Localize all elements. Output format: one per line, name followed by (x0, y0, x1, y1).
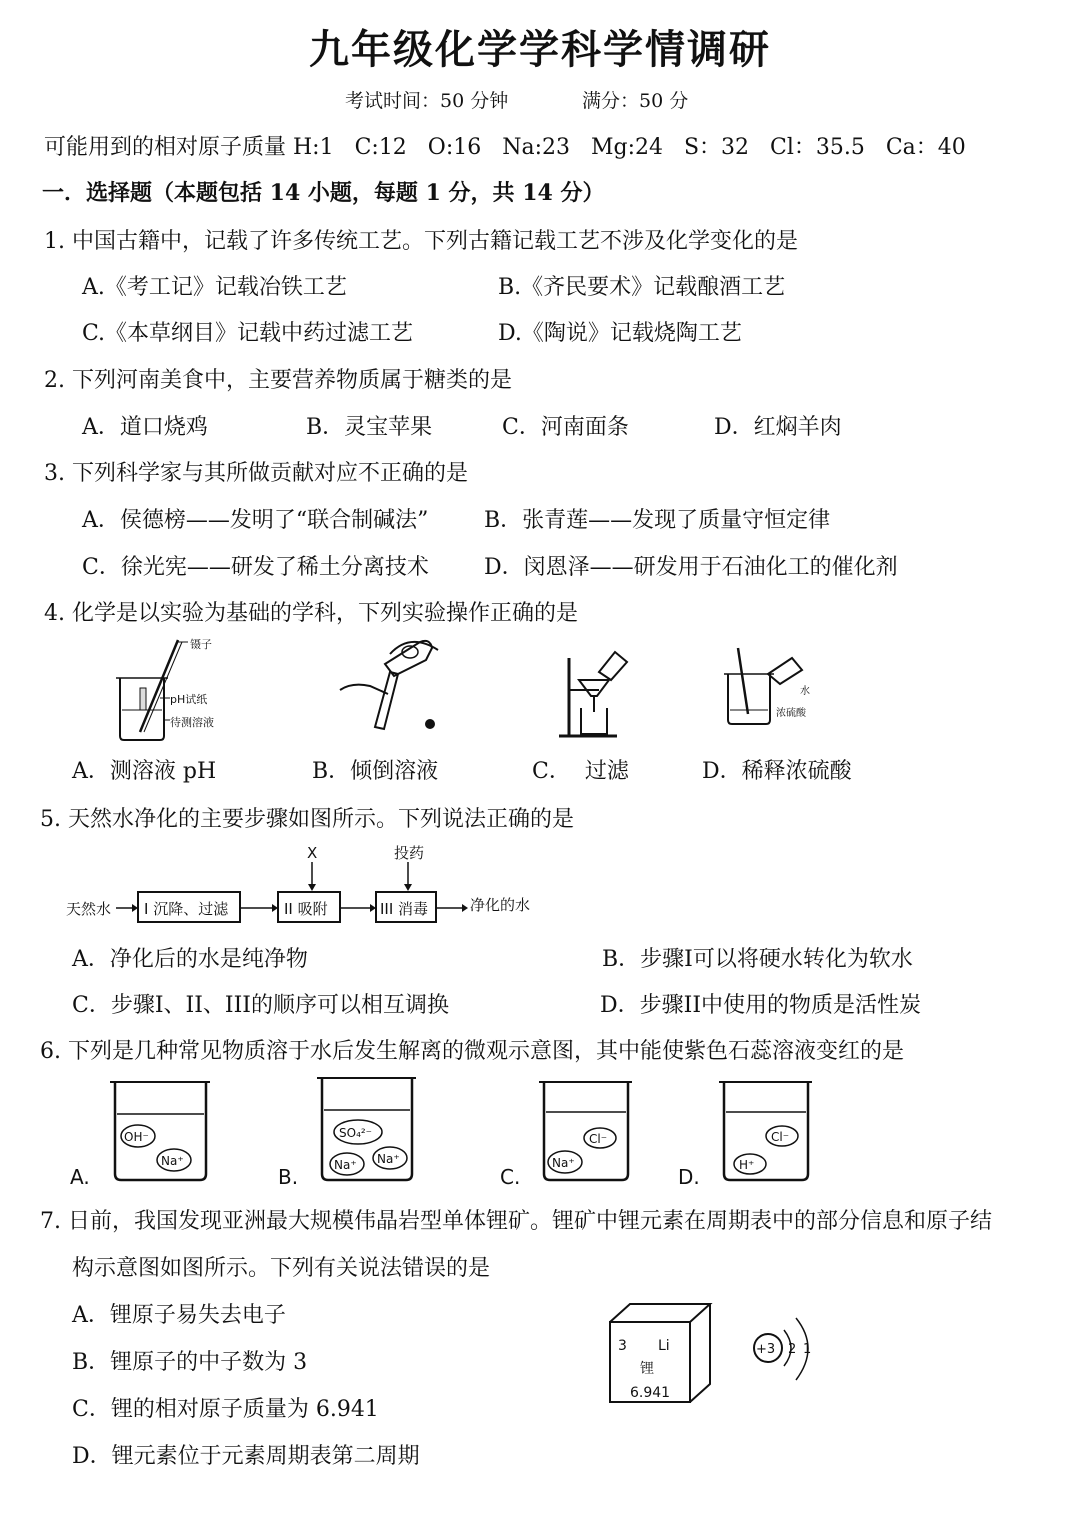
ph-test-figure (100, 630, 230, 745)
q5-option-b: B．步骤I可以将硬水转化为软水 (602, 947, 913, 972)
q2-option-a: A．道口烧鸡 (82, 415, 208, 440)
ph-paper-label: pH试纸 (170, 693, 208, 706)
q4-option-c: C． 过滤 (532, 759, 629, 784)
q7-stem-line1: 7. 日前，我国发现亚洲最大规模伟晶岩型单体锂矿。锂矿中锂元素在周期表中的部分信息和原子结 (40, 1209, 992, 1234)
flow-step3: III 消毒 (380, 900, 429, 918)
ion-na-a: Na⁺ (161, 1154, 184, 1168)
q5-option-a: A．净化后的水是纯净物 (72, 947, 308, 972)
q1-stem: 1. 中国古籍中，记载了许多传统工艺。下列古籍记载工艺不涉及化学变化的是 (44, 229, 798, 254)
q3-stem: 3. 下列科学家与其所做贡献对应不正确的是 (44, 461, 468, 486)
q1-option-c: C.《本草纲目》记载中药过滤工艺 (82, 321, 414, 346)
water-purification-flow (60, 840, 560, 930)
atomic-masses: 可能用到的相对原子质量 H:1 C:12 O:16 Na:23 Mg:24 S：32 Cl：35.5 Ca：40 (44, 135, 966, 160)
flow-drug-label: 投药 (394, 844, 425, 862)
element-number: 3 (618, 1338, 627, 1354)
element-name: 锂 (640, 1361, 654, 1377)
q3-option-d: D．闵恩泽——研发用于石油化工的催化剂 (484, 555, 898, 580)
beaker-b-label: B. (278, 1165, 299, 1189)
ion-cl-d: Cl⁻ (771, 1130, 790, 1144)
q4-option-d: D．稀释浓硫酸 (702, 759, 852, 784)
exam-time: 考试时间：50 分钟 (345, 90, 509, 112)
dilute-acid-figure (720, 644, 820, 734)
q2-stem: 2. 下列河南美食中，主要营养物质属于糖类的是 (44, 368, 512, 393)
water-label: 水 (800, 686, 810, 697)
element-mass: 6.941 (630, 1385, 671, 1401)
ion-cl-c: Cl⁻ (589, 1132, 608, 1146)
ion-h: H⁺ (739, 1158, 755, 1172)
atom-nucleus-charge: +3 (756, 1342, 776, 1357)
q1-option-b: B.《齐民要术》记载酿酒工艺 (498, 275, 786, 300)
beaker-d-label: D. (678, 1165, 700, 1189)
q4-stem: 4. 化学是以实验为基础的学科，下列实验操作正确的是 (44, 601, 578, 626)
q4-option-b: B．倾倒溶液 (312, 759, 439, 784)
full-score: 满分：50 分 (582, 90, 689, 112)
ion-na-c: Na⁺ (552, 1156, 575, 1170)
ion-na-b2: Na⁺ (377, 1152, 400, 1166)
flow-step2: II 吸附 (284, 900, 328, 918)
flow-input: 天然水 (66, 900, 112, 918)
q2-option-c: C．河南面条 (502, 415, 629, 440)
atom-shell2: 1 (803, 1342, 812, 1357)
flow-output: 净化的水 (470, 896, 531, 914)
page-title: 九年级化学学科学情调研 (309, 27, 771, 73)
q6-stem: 6. 下列是几种常见物质溶于水后发生解离的微观示意图，其中能使紫色石蕊溶液变红的是 (40, 1039, 904, 1064)
q3-option-c: C．徐光宪——研发了稀土分离技术 (82, 555, 429, 580)
atom-shell1: 2 (788, 1342, 797, 1357)
q5-stem: 5. 天然水净化的主要步骤如图所示。下列说法正确的是 (40, 807, 574, 832)
element-symbol: Li (658, 1338, 670, 1354)
q3-option-b: B．张青莲——发现了质量守恒定律 (484, 508, 831, 533)
pour-solution-figure (330, 632, 450, 732)
test-solution-label: 待测溶液 (170, 716, 214, 729)
q5-option-c: C．步骤I、II、III的顺序可以相互调换 (72, 993, 449, 1018)
acid-label: 浓硫酸 (776, 708, 806, 719)
q5-option-d: D．步骤II中使用的物质是活性炭 (600, 993, 922, 1018)
flow-x-label: X (307, 844, 318, 862)
beaker-a-label: A. (70, 1165, 90, 1189)
flow-step1: I 沉降、过滤 (144, 900, 229, 918)
q7-option-a: A．锂原子易失去电子 (72, 1303, 286, 1328)
ion-so4: SO₄²⁻ (339, 1126, 373, 1140)
filtration-figure (555, 650, 635, 742)
q3-option-a: A．侯德榜——发明了“联合制碱法” (82, 508, 429, 533)
ion-na-b1: Na⁺ (334, 1158, 357, 1172)
ion-beakers-figure (60, 1074, 980, 1194)
q7-option-c: C．锂的相对原子质量为 6.941 (72, 1397, 379, 1422)
lithium-figure (600, 1300, 830, 1410)
q2-option-b: B．灵宝苹果 (306, 415, 433, 440)
q1-option-d: D.《陶说》记载烧陶工艺 (498, 321, 742, 346)
q2-option-d: D．红焖羊肉 (714, 415, 842, 440)
q7-option-b: B．锂原子的中子数为 3 (72, 1350, 308, 1375)
q7-stem-line2: 构示意图如图所示。下列有关说法错误的是 (72, 1256, 491, 1281)
q4-option-a: A．测溶液 pH (72, 759, 217, 784)
section-heading: 一．选择题（本题包括 14 小题，每题 1 分，共 14 分） (42, 180, 605, 206)
beaker-c-label: C. (500, 1165, 521, 1189)
q1-option-a: A.《考工记》记载冶铁工艺 (82, 275, 347, 300)
ion-oh: OH⁻ (124, 1130, 149, 1144)
q7-option-d: D．锂元素位于元素周期表第二周期 (72, 1444, 420, 1469)
tweezers-label: 镊子 (190, 638, 212, 651)
